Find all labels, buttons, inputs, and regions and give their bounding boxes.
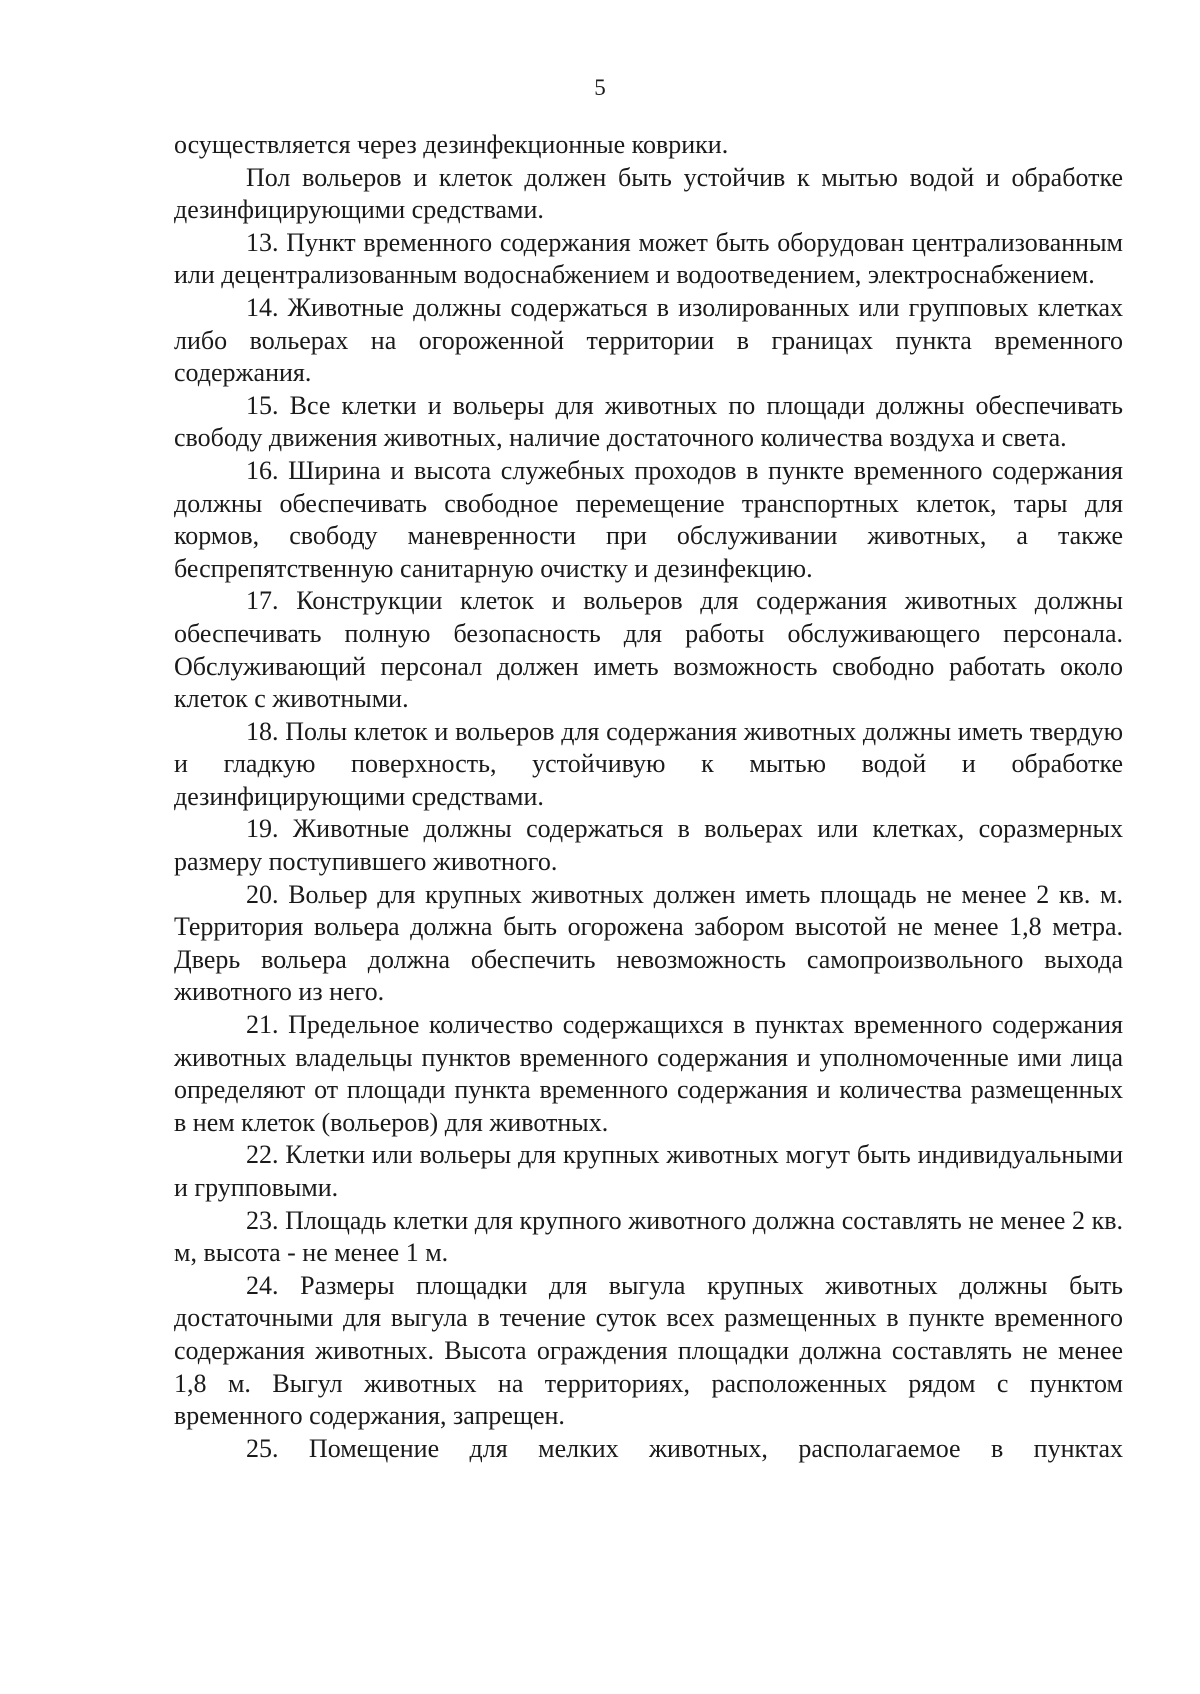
paragraph-item-13: 13. Пункт временного содержания может быть оборудован централизованным или децентрализованным водоснабжением и водоотведением, электроснабжением. [174, 227, 1123, 290]
page-number: 5 [594, 75, 606, 100]
paragraph-item-21: 21. Предельное количество содержащихся в пунктах временного содержания животных владельцы пунктов временного содержания и уполномоченные ими лица определяют от площади пункта временного содержания и количества размещенных в нем клеток (вольеров) для животных. [174, 1010, 1123, 1137]
paragraph-continuation: осуществляется через дезинфекционные коврики. [174, 130, 729, 159]
paragraph-item-24: 24. Размеры площадки для выгула крупных животных должны быть достаточными для выгула в течение суток всех размещенных в пункте временного содержания животных. Высота ограждения площадки должна составлять не менее 1,8 м. Выгул животных на территориях, расположенных рядом с пунктом временного содержания, запрещен. [174, 1270, 1123, 1431]
paragraph-item-16: 16. Ширина и высота служебных проходов в пункте временного содержания должны обеспечивать свободное перемещение транспортных клеток, тары для кормов, свободу маневренности при обслуживании животных, а также беспрепятственную санитарную очистку и дезинфекцию. [174, 455, 1123, 583]
paragraph-item-25: 25. Помещение для мелких животных, располагаемое в пунктах [246, 1433, 1123, 1463]
paragraph-item-23: 23. Площадь клетки для крупного животного должна составлять не менее 2 кв. м, высота - не менее 1 м. [174, 1205, 1123, 1268]
paragraph-item-20: 20. Вольер для крупных животных должен иметь площадь не менее 2 кв. м. Территория вольера должна быть огорожена забором высотой не менее 1,8 метра. Дверь вольера должна обеспечить невозможность самопроизвольного выхода животного из него. [174, 879, 1123, 1007]
paragraph-floor-requirements: Пол вольеров и клеток должен быть устойчив к мытью водой и обработке дезинфицирующими средствами. [174, 162, 1123, 225]
paragraph-item-15: 15. Все клетки и вольеры для животных по площади должны обеспечивать свободу движения животных, наличие достаточного количества воздуха и света. [174, 390, 1123, 453]
paragraph-item-18: 18. Полы клеток и вольеров для содержания животных должны иметь твердую и гладкую поверхность, устойчивую к мытью водой и обработке дезинфицирующими средствами. [174, 716, 1123, 811]
document-body [174, 129, 1123, 1465]
paragraph-item-14: 14. Животные должны содержаться в изолированных или групповых клетках либо вольерах на огороженной территории в границах пункта временного содержания. [174, 292, 1123, 388]
paragraph-item-19: 19. Животные должны содержаться в вольерах или клетках, соразмерных размеру поступившего животного. [174, 814, 1123, 877]
paragraph-item-22: 22. Клетки или вольеры для крупных животных могут быть индивидуальными и групповыми. [174, 1140, 1123, 1202]
paragraph-item-17: 17. Конструкции клеток и вольеров для содержания животных должны обеспечивать полную безопасность для работы обслуживающего персонала. Обслуживающий персонал должен иметь возможность свободно работать около клеток с животными. [174, 586, 1123, 714]
